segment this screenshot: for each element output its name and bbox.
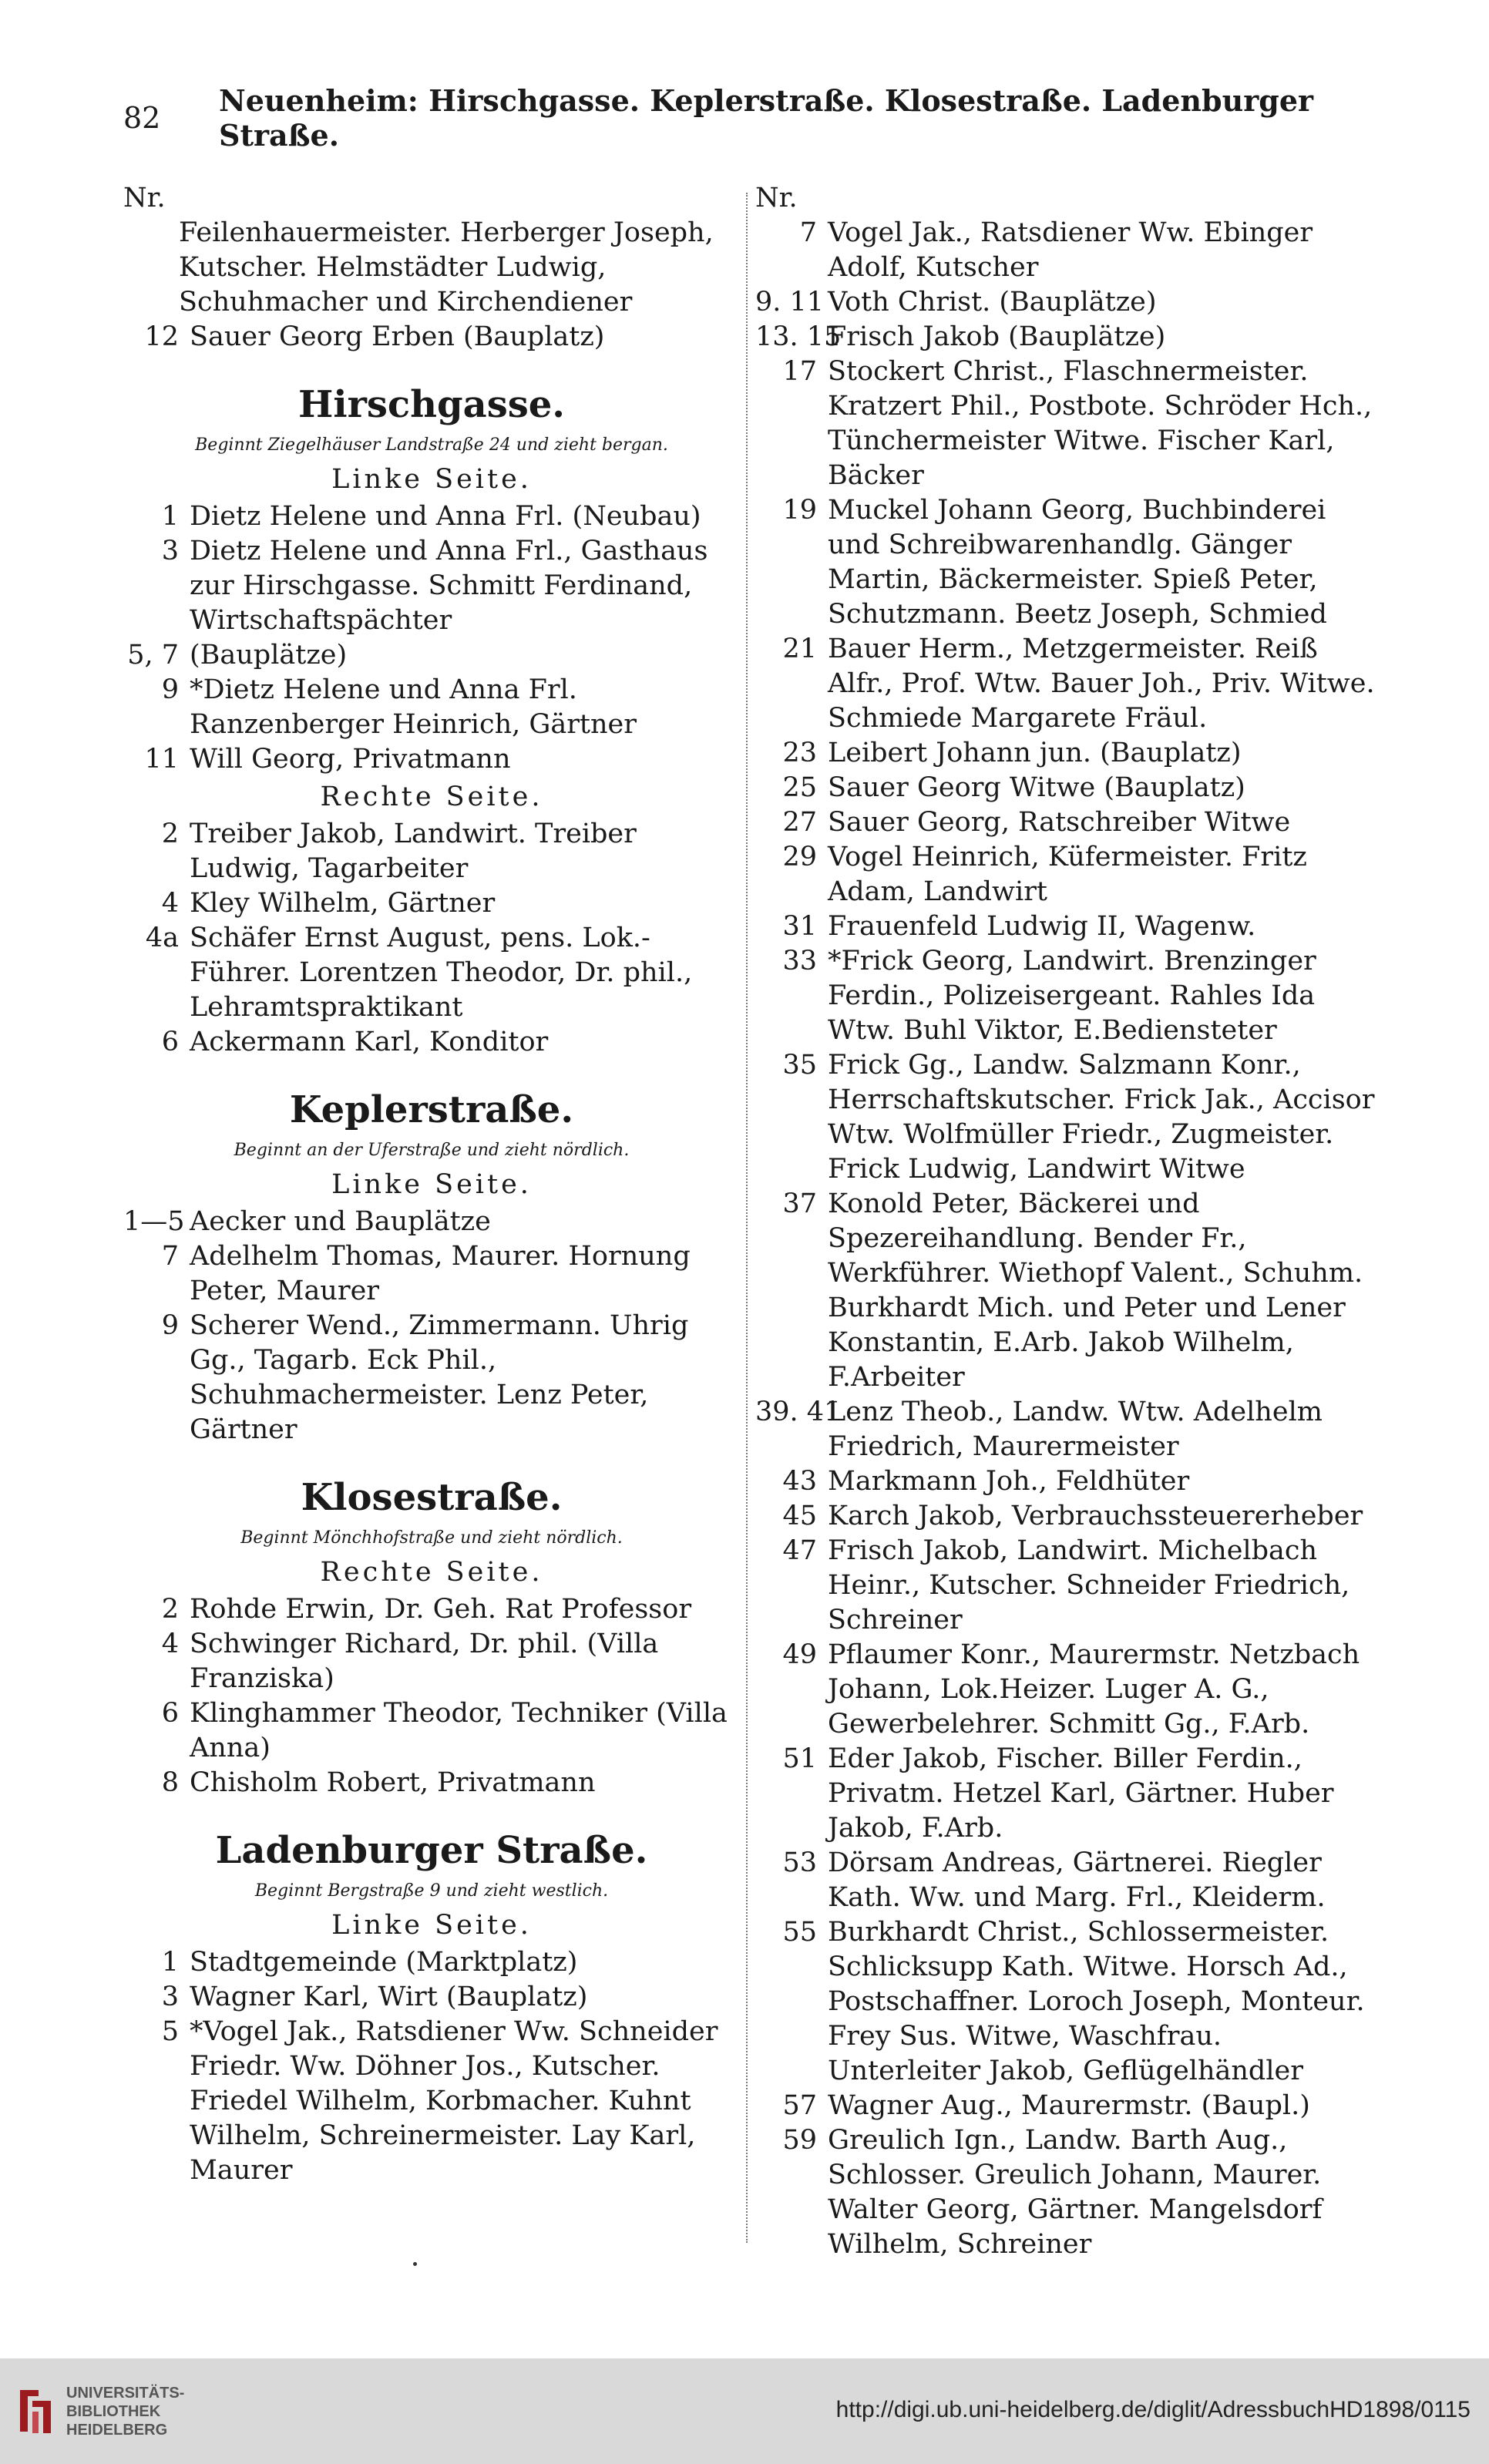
page-number: 82 xyxy=(123,101,161,135)
resident-text: Wagner Aug., Maurermstr. (Baupl.) xyxy=(828,2090,1310,2121)
resident-text: Rohde Erwin, Dr. Geh. Rat Professor xyxy=(190,1594,692,1625)
street-note: Beginnt Ziegelhäuser Landstraße 24 und zieht bergan. xyxy=(195,435,668,455)
house-number: 47 xyxy=(782,1535,817,1566)
house-number: 17 xyxy=(782,356,817,387)
resident-text: Dörsam Andreas, Gärtnerei. Riegler Kath. Ww. und Marg. Frl., Kleiderm. xyxy=(828,1847,1326,1913)
address-entry xyxy=(755,493,1380,632)
address-entry xyxy=(755,320,1380,355)
address-entry xyxy=(123,534,740,638)
address-entry xyxy=(123,1239,740,1309)
resident-text: Schäfer Ernst August, pens. Lok.-Führer. Lorentzen Theodor, Dr. phil., Lehramtspraktikant xyxy=(190,923,693,1023)
house-number: 5 xyxy=(161,2016,179,2047)
resident-text: Frisch Jakob, Landwirt. Michelbach Heinr., Kutscher. Schneider Friedrich, Schreiner xyxy=(828,1535,1350,1635)
house-number: 5, 7 xyxy=(127,640,179,671)
address-entry xyxy=(123,673,740,742)
address-entry xyxy=(123,1025,740,1060)
resident-text: Will Georg, Privatmann xyxy=(190,744,511,775)
house-number: 57 xyxy=(782,2090,817,2121)
resident-text: Stadtgemeinde (Marktplatz) xyxy=(190,1947,578,1978)
address-entry xyxy=(755,1742,1380,1846)
address-entry xyxy=(755,1395,1380,1464)
house-number: 45 xyxy=(782,1501,817,1531)
address-entry xyxy=(755,632,1380,736)
side-label-left: Linke Seite. xyxy=(331,1910,532,1941)
resident-text: Treiber Jakob, Landwirt. Treiber Ludwig, Tagarbeiter xyxy=(190,819,637,884)
logo-line: UNIVERSITÄTS- xyxy=(66,2384,185,2402)
resident-text: Sauer Georg, Ratschreiber Witwe xyxy=(828,807,1291,838)
address-entry xyxy=(123,1766,740,1800)
library-logo-icon xyxy=(15,2385,55,2438)
street-heading-ladenburger: Ladenburger Straße. xyxy=(215,1829,648,1872)
address-entry xyxy=(755,736,1380,771)
address-entry xyxy=(123,1627,740,1696)
house-number: 35 xyxy=(782,1050,817,1081)
resident-text: Scherer Wend., Zimmermann. Uhrig Gg., Tagarb. Eck Phil., Schuhmachermeister. Lenz Peter, Gärtner xyxy=(190,1310,689,1445)
right-column xyxy=(755,181,1380,2262)
left-column xyxy=(123,181,740,2188)
address-entry xyxy=(123,1309,740,1447)
house-number: 53 xyxy=(782,1847,817,1878)
resident-text: Ackermann Karl, Konditor xyxy=(190,1027,549,1057)
house-number: 4a xyxy=(145,923,179,953)
address-entry xyxy=(123,1696,740,1766)
address-entry xyxy=(755,1915,1380,2089)
address-entry xyxy=(123,1945,740,1980)
column-divider xyxy=(746,193,748,2243)
house-number: 1—5 xyxy=(123,1206,185,1237)
street-note: Beginnt an der Uferstraße und zieht nördlich. xyxy=(234,1141,630,1160)
resident-text: *Dietz Helene und Anna Frl. Ranzenberger Heinrich, Gärtner xyxy=(190,674,637,740)
address-entry xyxy=(755,285,1380,320)
print-speck xyxy=(413,2262,417,2266)
resident-text: Wagner Karl, Wirt (Bauplatz) xyxy=(190,1982,588,2012)
house-number: 49 xyxy=(782,1639,817,1670)
address-entry xyxy=(123,1980,740,2015)
house-number: 6 xyxy=(161,1027,179,1057)
address-entry xyxy=(123,499,740,534)
address-entry xyxy=(123,2015,740,2188)
side-label-left: Linke Seite. xyxy=(331,464,532,495)
resident-text: Dietz Helene und Anna Frl., Gasthaus zur Hirschgasse. Schmitt Ferdinand, Wirtschaftspächter xyxy=(190,536,708,636)
house-number: 59 xyxy=(782,2125,817,2156)
house-number: 4 xyxy=(161,888,179,919)
house-number: 37 xyxy=(782,1188,817,1219)
house-number: 19 xyxy=(782,495,817,526)
resident-text: Bauer Herm., Metzgermeister. Reiß Alfr., Prof. Wtw. Bauer Joh., Priv. Witwe. Schmiede Margarete Fräul. xyxy=(828,634,1375,734)
nr-label: Nr. xyxy=(123,183,166,213)
resident-text: Aecker und Bauplätze xyxy=(190,1206,491,1237)
address-entry xyxy=(755,355,1380,493)
address-entry xyxy=(123,921,740,1025)
resident-text: Chisholm Robert, Privatmann xyxy=(190,1767,596,1798)
resident-text: Lenz Theob., Landw. Wtw. Adelhelm Friedrich, Maurermeister xyxy=(828,1397,1323,1462)
resident-text: Frick Gg., Landw. Salzmann Konr., Herrschaftskutscher. Frick Jak., Accisor Wtw. Wolfmüller Friedr., Zugmeister. Frick Ludwig, Landwirt Witwe xyxy=(828,1050,1375,1185)
house-number: 27 xyxy=(782,807,817,838)
house-number: 8 xyxy=(161,1767,179,1798)
house-number: 7 xyxy=(161,1241,179,1272)
resident-text: Kley Wilhelm, Gärtner xyxy=(190,888,496,919)
resident-text: Dietz Helene und Anna Frl. (Neubau) xyxy=(190,501,701,532)
house-number: 51 xyxy=(782,1743,817,1774)
logo-line: HEIDELBERG xyxy=(66,2421,168,2439)
entry-list xyxy=(123,320,740,355)
address-entry xyxy=(123,638,740,673)
logo-line: BIBLIOTHEK xyxy=(66,2402,161,2420)
resident-text: Stockert Christ., Flaschnermeister. Kratzert Phil., Postbote. Schröder Hch., Tünchermeister Witwe. Fischer Karl, Bäcker xyxy=(828,356,1373,491)
address-entry xyxy=(123,886,740,921)
entry-list xyxy=(123,1205,740,1447)
resident-text: Burkhardt Christ., Schlossermeister. Schlicksupp Kath. Witwe. Horsch Ad., Postschaffner. Loroch Joseph, Monteur. Frey Sus. Witwe, Waschfrau. Unterleiter Jakob, Geflügelhändler xyxy=(828,1917,1365,2086)
address-entry xyxy=(755,1846,1380,1915)
address-entry xyxy=(755,944,1380,1048)
resident-text: Adelhelm Thomas, Maurer. Hornung Peter, Maurer xyxy=(190,1241,691,1306)
house-number: 9 xyxy=(161,1310,179,1341)
resident-text: *Vogel Jak., Ratsdiener Ww. Schneider Friedr. Ww. Döhner Jos., Kutscher. Friedel Wilhelm, Korbmacher. Kuhnt Wilhelm, Schreinermeister. Lay Karl, Maurer xyxy=(190,2016,718,2186)
house-number: 31 xyxy=(782,911,817,942)
street-note: Beginnt Mönchhofstraße und zieht nördlich. xyxy=(240,1528,623,1548)
resident-text: Vogel Jak., Ratsdiener Ww. Ebinger Adolf, Kutscher xyxy=(828,217,1313,283)
house-number: 3 xyxy=(161,1982,179,2012)
street-heading-hirschgasse: Hirschgasse. xyxy=(298,383,565,426)
library-logo-text xyxy=(66,2384,184,2439)
side-label-right: Rechte Seite. xyxy=(320,1557,543,1588)
library-logo[interactable] xyxy=(15,2384,184,2439)
house-number: 13. 15 xyxy=(755,321,842,352)
entry-list xyxy=(123,1592,740,1800)
address-entry xyxy=(755,1499,1380,1534)
house-number: 21 xyxy=(782,634,817,664)
permalink-url[interactable]: http://digi.ub.uni-heidelberg.de/diglit/AdressbuchHD1898/0115 xyxy=(835,2397,1471,2422)
house-number: 33 xyxy=(782,946,817,977)
entry-list xyxy=(123,817,740,1060)
resident-text: Eder Jakob, Fischer. Biller Ferdin., Privatm. Hetzel Karl, Gärtner. Huber Jakob, F.Arb. xyxy=(828,1743,1334,1844)
house-number: 12 xyxy=(144,321,179,352)
house-number: 4 xyxy=(161,1629,179,1659)
resident-text: Klinghammer Theodor, Techniker (Villa Anna) xyxy=(190,1698,728,1763)
address-entry xyxy=(755,771,1380,805)
address-entry xyxy=(755,1187,1380,1395)
street-heading-keplerstrasse: Keplerstraße. xyxy=(289,1088,574,1131)
address-entry xyxy=(755,2123,1380,2262)
house-number: 39. 41 xyxy=(755,1397,842,1427)
address-entry xyxy=(755,1048,1380,1187)
address-entry xyxy=(755,2089,1380,2123)
house-number: 43 xyxy=(782,1466,817,1497)
address-entry xyxy=(123,817,740,886)
house-number: 6 xyxy=(161,1698,179,1729)
resident-text: Konold Peter, Bäckerei und Spezereihandlung. Bender Fr., Werkführer. Wiethopf Valent., Schuhm. Burkhardt Mich. und Peter und Lener Konstantin, E.Arb. Jakob Wilhelm, F.Arbeiter xyxy=(828,1188,1363,1393)
resident-text: *Frick Georg, Landwirt. Brenzinger Ferdin., Polizeisergeant. Rahles Ida Wtw. Buhl Viktor, E.Bediensteter xyxy=(828,946,1316,1046)
resident-text: Greulich Ign., Landw. Barth Aug., Schlosser. Greulich Johann, Maurer. Walter Georg, Gärtner. Mangelsdorf Wilhelm, Schreiner xyxy=(828,2125,1323,2260)
entry-list xyxy=(755,216,1380,2262)
house-number: 11 xyxy=(144,744,179,775)
house-number: 25 xyxy=(782,772,817,803)
resident-text: Sauer Georg Witwe (Bauplatz) xyxy=(828,772,1245,803)
page-header xyxy=(123,83,1387,153)
address-entry xyxy=(123,742,740,777)
address-entry xyxy=(755,1464,1380,1499)
resident-text: Sauer Georg Erben (Bauplatz) xyxy=(190,321,605,352)
side-label-left: Linke Seite. xyxy=(331,1169,532,1200)
house-number: 23 xyxy=(782,738,817,768)
resident-text: Frauenfeld Ludwig II, Wagenw. xyxy=(828,911,1256,942)
house-number: 1 xyxy=(161,501,179,532)
resident-text: Markmann Joh., Feldhüter xyxy=(828,1466,1190,1497)
address-entry xyxy=(755,840,1380,909)
resident-text: Pflaumer Konr., Maurermstr. Netzbach Johann, Lok.Heizer. Luger A. G., Gewerbelehrer. Schmitt Gg., F.Arb. xyxy=(828,1639,1360,1740)
nr-label: Nr. xyxy=(755,183,798,213)
address-entry xyxy=(123,320,740,355)
entry-list xyxy=(123,499,740,777)
house-number: 1 xyxy=(161,1947,179,1978)
house-number: 9. 11 xyxy=(755,287,825,318)
resident-text: (Bauplätze) xyxy=(190,640,348,671)
address-entry xyxy=(755,805,1380,840)
house-number: 55 xyxy=(782,1917,817,1948)
continued-entry: Feilenhauermeister. Herberger Joseph, Kutscher. Helmstädter Ludwig, Schuhmacher und Kirchendiener xyxy=(179,217,714,318)
house-number: 3 xyxy=(161,536,179,566)
street-note: Beginnt Bergstraße 9 und zieht westlich. xyxy=(254,1881,609,1901)
resident-text: Schwinger Richard, Dr. phil. (Villa Franziska) xyxy=(190,1629,659,1694)
resident-text: Leibert Johann jun. (Bauplatz) xyxy=(828,738,1242,768)
house-number: 2 xyxy=(161,819,179,849)
side-label-right: Rechte Seite. xyxy=(320,782,543,812)
house-number: 9 xyxy=(161,674,179,705)
entry-list xyxy=(123,1945,740,2188)
address-entry xyxy=(755,1534,1380,1638)
street-heading-klosestrasse: Klosestraße. xyxy=(301,1476,563,1519)
house-number: 7 xyxy=(799,217,817,248)
house-number: 29 xyxy=(782,842,817,872)
address-entry xyxy=(755,1638,1380,1742)
house-number: 2 xyxy=(161,1594,179,1625)
footer-bar xyxy=(0,2358,1489,2464)
resident-text: Voth Christ. (Bauplätze) xyxy=(828,287,1157,318)
address-entry xyxy=(123,1592,740,1627)
resident-text: Frisch Jakob (Bauplätze) xyxy=(828,321,1166,352)
resident-text: Karch Jakob, Verbrauchssteuererheber xyxy=(828,1501,1363,1531)
page-title: Neuenheim: Hirschgasse. Keplerstraße. Klosestraße. Ladenburger Straße. xyxy=(219,83,1314,153)
resident-text: Muckel Johann Georg, Buchbinderei und Schreibwarenhandlg. Gänger Martin, Bäckermeister. Spieß Peter, Schutzmann. Beetz Joseph, Schmied xyxy=(828,495,1327,630)
address-entry xyxy=(755,909,1380,944)
resident-text: Vogel Heinrich, Küfermeister. Fritz Adam, Landwirt xyxy=(828,842,1307,907)
address-entry xyxy=(755,216,1380,285)
address-entry xyxy=(123,1205,740,1239)
